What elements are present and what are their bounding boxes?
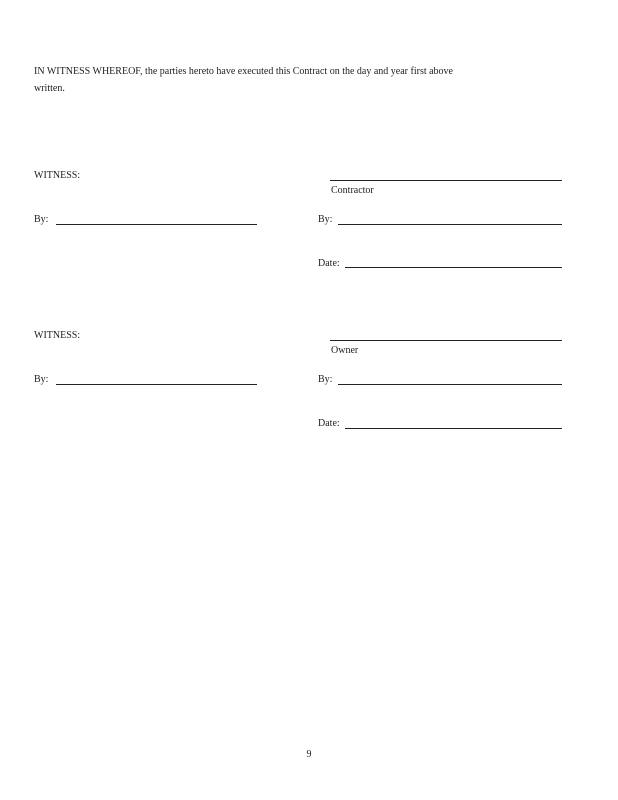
owner-by-line[interactable] [338,384,562,385]
owner-by-label: By: [318,374,333,385]
owner-witness-label: WITNESS: [34,330,81,341]
contractor-by-label: By: [318,214,333,225]
intro-paragraph: IN WITNESS WHEREOF, the parties hereto have executed this Contract on the day and year first above written. [34,66,453,94]
page-number: 9 [306,749,312,760]
owner-witness-by-line[interactable] [56,384,257,385]
owner-signature-line[interactable] [330,340,562,341]
contractor-party-label: Contractor [331,185,374,196]
contractor-date-line[interactable] [345,267,562,268]
owner-date-label: Date: [318,418,340,429]
contractor-signature-line[interactable] [330,180,562,181]
contractor-witness-by-label: By: [34,214,49,225]
contractor-date-label: Date: [318,258,340,269]
owner-party-label: Owner [331,345,359,356]
owner-witness-by-label: By: [34,374,49,385]
contractor-by-line[interactable] [338,224,562,225]
owner-date-line[interactable] [345,428,562,429]
contractor-witness-by-line[interactable] [56,224,257,225]
contractor-witness-label: WITNESS: [34,170,81,181]
